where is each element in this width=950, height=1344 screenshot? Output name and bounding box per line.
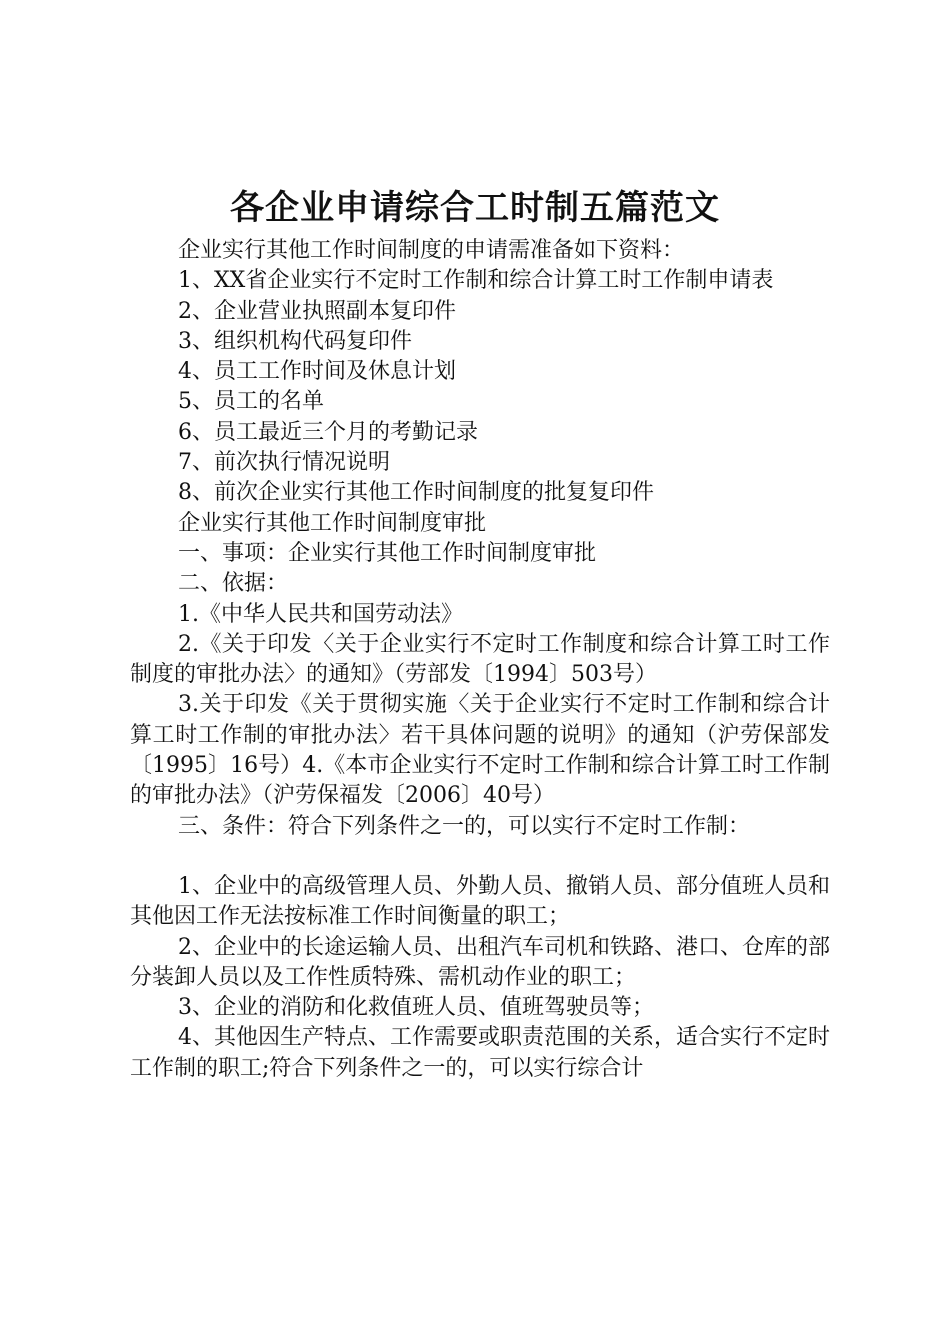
paragraph-item-6: 6、员工最近三个月的考勤记录 [178,419,478,445]
document-body [130,236,830,1084]
paragraph-section-3: 三、条件：符合下列条件之一的，可以实行不定时工作制： [178,813,751,839]
blank-line [130,842,830,872]
paragraph-item-7: 7、前次执行情况说明 [178,450,390,476]
paragraph-condition-4: 4、其他因生产特点、工作需要或职责范围的关系，适合实行不定时工作制的职工;符合下列条件之一的，可以实行综合计 [130,1025,830,1081]
paragraph-item-5: 5、员工的名单 [178,389,324,415]
document-title: 各企业申请综合工时制五篇范文 [230,188,720,228]
paragraph-item-8: 8、前次企业实行其他工作时间制度的批复复印件 [178,480,654,506]
paragraph-condition-3: 3、企业的消防和化救值班人员、值班驾驶员等； [178,995,654,1021]
paragraph-section-1: 一、事项：企业实行其他工作时间制度审批 [178,540,597,566]
paragraph-basis-1: 1.《中华人民共和国劳动法》 [178,601,463,627]
paragraph-basis-2: 2.《关于印发〈关于企业实行不定时工作制度和综合计算工时工作制度的审批办法〉的通知》（劳部发〔1994〕503号） [130,631,830,688]
paragraph-item-1: 1、XX省企业实行不定时工作制和综合计算工时工作制申请表 [178,268,774,294]
paragraph-item-2: 2、企业营业执照副本复印件 [178,298,456,324]
paragraph-item-3: 3、组织机构代码复印件 [178,328,412,354]
paragraph-section-2: 二、依据： [178,571,289,597]
paragraph-approval-heading: 企业实行其他工作时间制度审批 [178,510,487,536]
paragraph-intro: 企业实行其他工作时间制度的申请需准备如下资料： [178,238,685,263]
paragraph-condition-1: 1、企业中的高级管理人员、外勤人员、撤销人员、部分值班人员和其他因工作无法按标准工作时间衡量的职工； [130,873,830,930]
paragraph-item-4: 4、员工工作时间及休息计划 [178,359,456,385]
paragraph-basis-3-4: 3.关于印发《关于贯彻实施〈关于企业实行不定时工作制和综合计算工时工作制的审批办法〉若干具体问题的说明》的通知（沪劳保部发〔1995〕16号）4.《本市企业实行不定时工作制和综合计算工时工作制的审批办法》（沪劳保福发〔2006〕40号） [130,692,830,809]
paragraph-condition-2: 2、企业中的长途运输人员、出租汽车司机和铁路、港口、仓库的部分装卸人员以及工作性质特殊、需机动作业的职工； [130,934,830,990]
